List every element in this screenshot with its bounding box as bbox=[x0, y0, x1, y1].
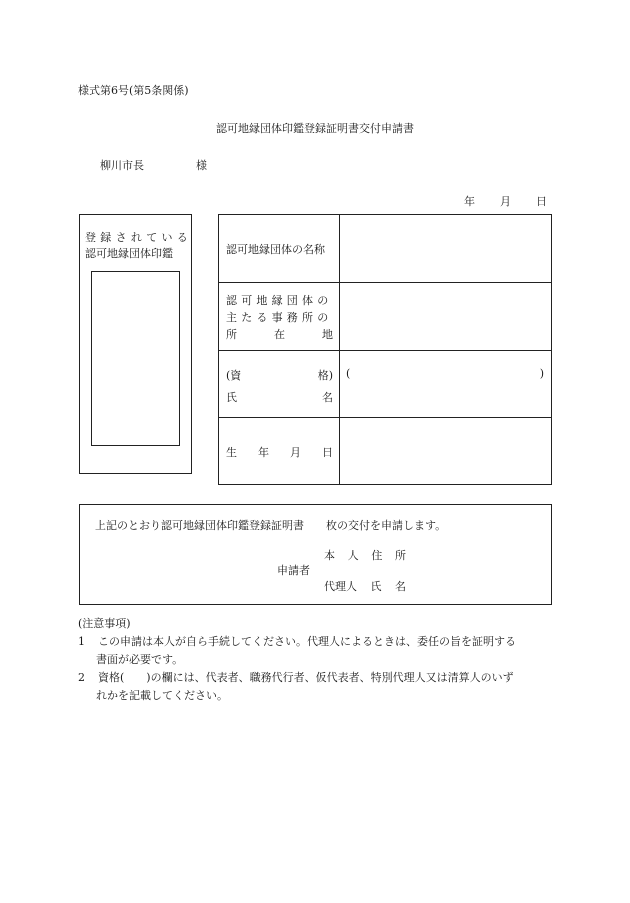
qualification-label-close: 格) bbox=[317, 369, 333, 382]
table-row-divider-1 bbox=[218, 282, 552, 283]
form-number: 様式第6号(第5条関係) bbox=[78, 84, 189, 97]
table-row-divider-2 bbox=[218, 350, 552, 351]
office-label-char-1: 所 bbox=[226, 328, 237, 341]
person-name-field[interactable] bbox=[342, 384, 548, 414]
group-name-field[interactable] bbox=[342, 218, 548, 278]
office-address-field[interactable] bbox=[342, 286, 548, 346]
person-name-label-char-1: 氏 bbox=[226, 391, 237, 404]
qualification-label bbox=[226, 367, 333, 383]
note-item-1 bbox=[78, 633, 550, 669]
agent-label-part-1: 代理人 bbox=[324, 580, 357, 593]
principal-label-char-2: 人 bbox=[347, 549, 359, 562]
principal-label-char-4: 所 bbox=[394, 549, 406, 562]
birthdate-label-char-4: 日 bbox=[322, 446, 333, 459]
office-label-line1: 認可地縁団体の bbox=[226, 294, 333, 307]
note-item-2-line1: 資格( )の欄には、代表者、職務代行者、仮代表者、特別代理人又は清算人のいず bbox=[98, 671, 514, 684]
principal-label-char-3: 住 bbox=[371, 549, 383, 562]
person-name-label bbox=[226, 389, 333, 405]
birthdate-label-char-3: 月 bbox=[290, 446, 301, 459]
note-item-2-line2: れかを記載してください。 bbox=[96, 689, 228, 702]
office-label-line2: 主たる事務所の bbox=[226, 311, 333, 324]
note-item-1-line1: この申請は本人が自ら手続してください。代理人によるときは、委任の旨を証明する bbox=[98, 635, 516, 648]
group-name-label: 認可地縁団体の名称 bbox=[226, 243, 325, 256]
office-label-char-3: 地 bbox=[322, 328, 333, 341]
seal-box-caption-line1: 登録されている bbox=[85, 231, 193, 244]
agent-label-part-3: 名 bbox=[395, 580, 406, 593]
page-title: 認可地縁団体印鑑登録証明書交付申請書 bbox=[216, 122, 414, 135]
birthdate-field[interactable] bbox=[342, 421, 548, 481]
qualification-field[interactable] bbox=[346, 367, 544, 380]
note-item-2-number: 2 bbox=[78, 671, 85, 684]
birthdate-label bbox=[226, 444, 333, 460]
agent-label-part-2: 氏 bbox=[370, 580, 382, 593]
note-item-1-number: 1 bbox=[78, 635, 85, 648]
person-name-label-char-2: 名 bbox=[322, 391, 333, 404]
applicant-label: 申請者 bbox=[277, 564, 310, 577]
request-statement: 上記のとおり認可地縁団体印鑑登録証明書 枚の交付を申請します。 bbox=[95, 519, 447, 532]
birthdate-label-char-2: 年 bbox=[258, 446, 269, 459]
seal-imprint-area[interactable] bbox=[91, 271, 180, 446]
date-day[interactable]: 日 bbox=[536, 195, 547, 208]
office-label-char-2: 在 bbox=[274, 328, 285, 341]
notes-heading: (注意事項) bbox=[78, 617, 131, 630]
qualification-label-open: (資 bbox=[226, 369, 242, 382]
note-item-2 bbox=[78, 669, 550, 705]
table-row-divider-3 bbox=[218, 417, 552, 418]
principal-address-label bbox=[324, 547, 406, 563]
qualification-paren-open: ( bbox=[346, 367, 351, 380]
seal-box-caption-1 bbox=[85, 229, 193, 245]
office-label-line3 bbox=[226, 326, 333, 342]
agent-name-label bbox=[324, 578, 406, 594]
seal-box-caption-line2: 認可地縁団体印鑑 bbox=[85, 247, 173, 260]
addressee-honorific: 様 bbox=[196, 159, 207, 172]
date-year[interactable]: 年 bbox=[464, 195, 475, 208]
qualification-paren-close: ) bbox=[539, 367, 544, 380]
principal-label-char-1: 本 bbox=[324, 549, 335, 562]
date-month[interactable]: 月 bbox=[500, 195, 511, 208]
birthdate-label-char-1: 生 bbox=[226, 446, 237, 459]
note-item-1-line2: 書面が必要です。 bbox=[96, 653, 184, 666]
addressee-name: 柳川市長 bbox=[100, 159, 144, 172]
